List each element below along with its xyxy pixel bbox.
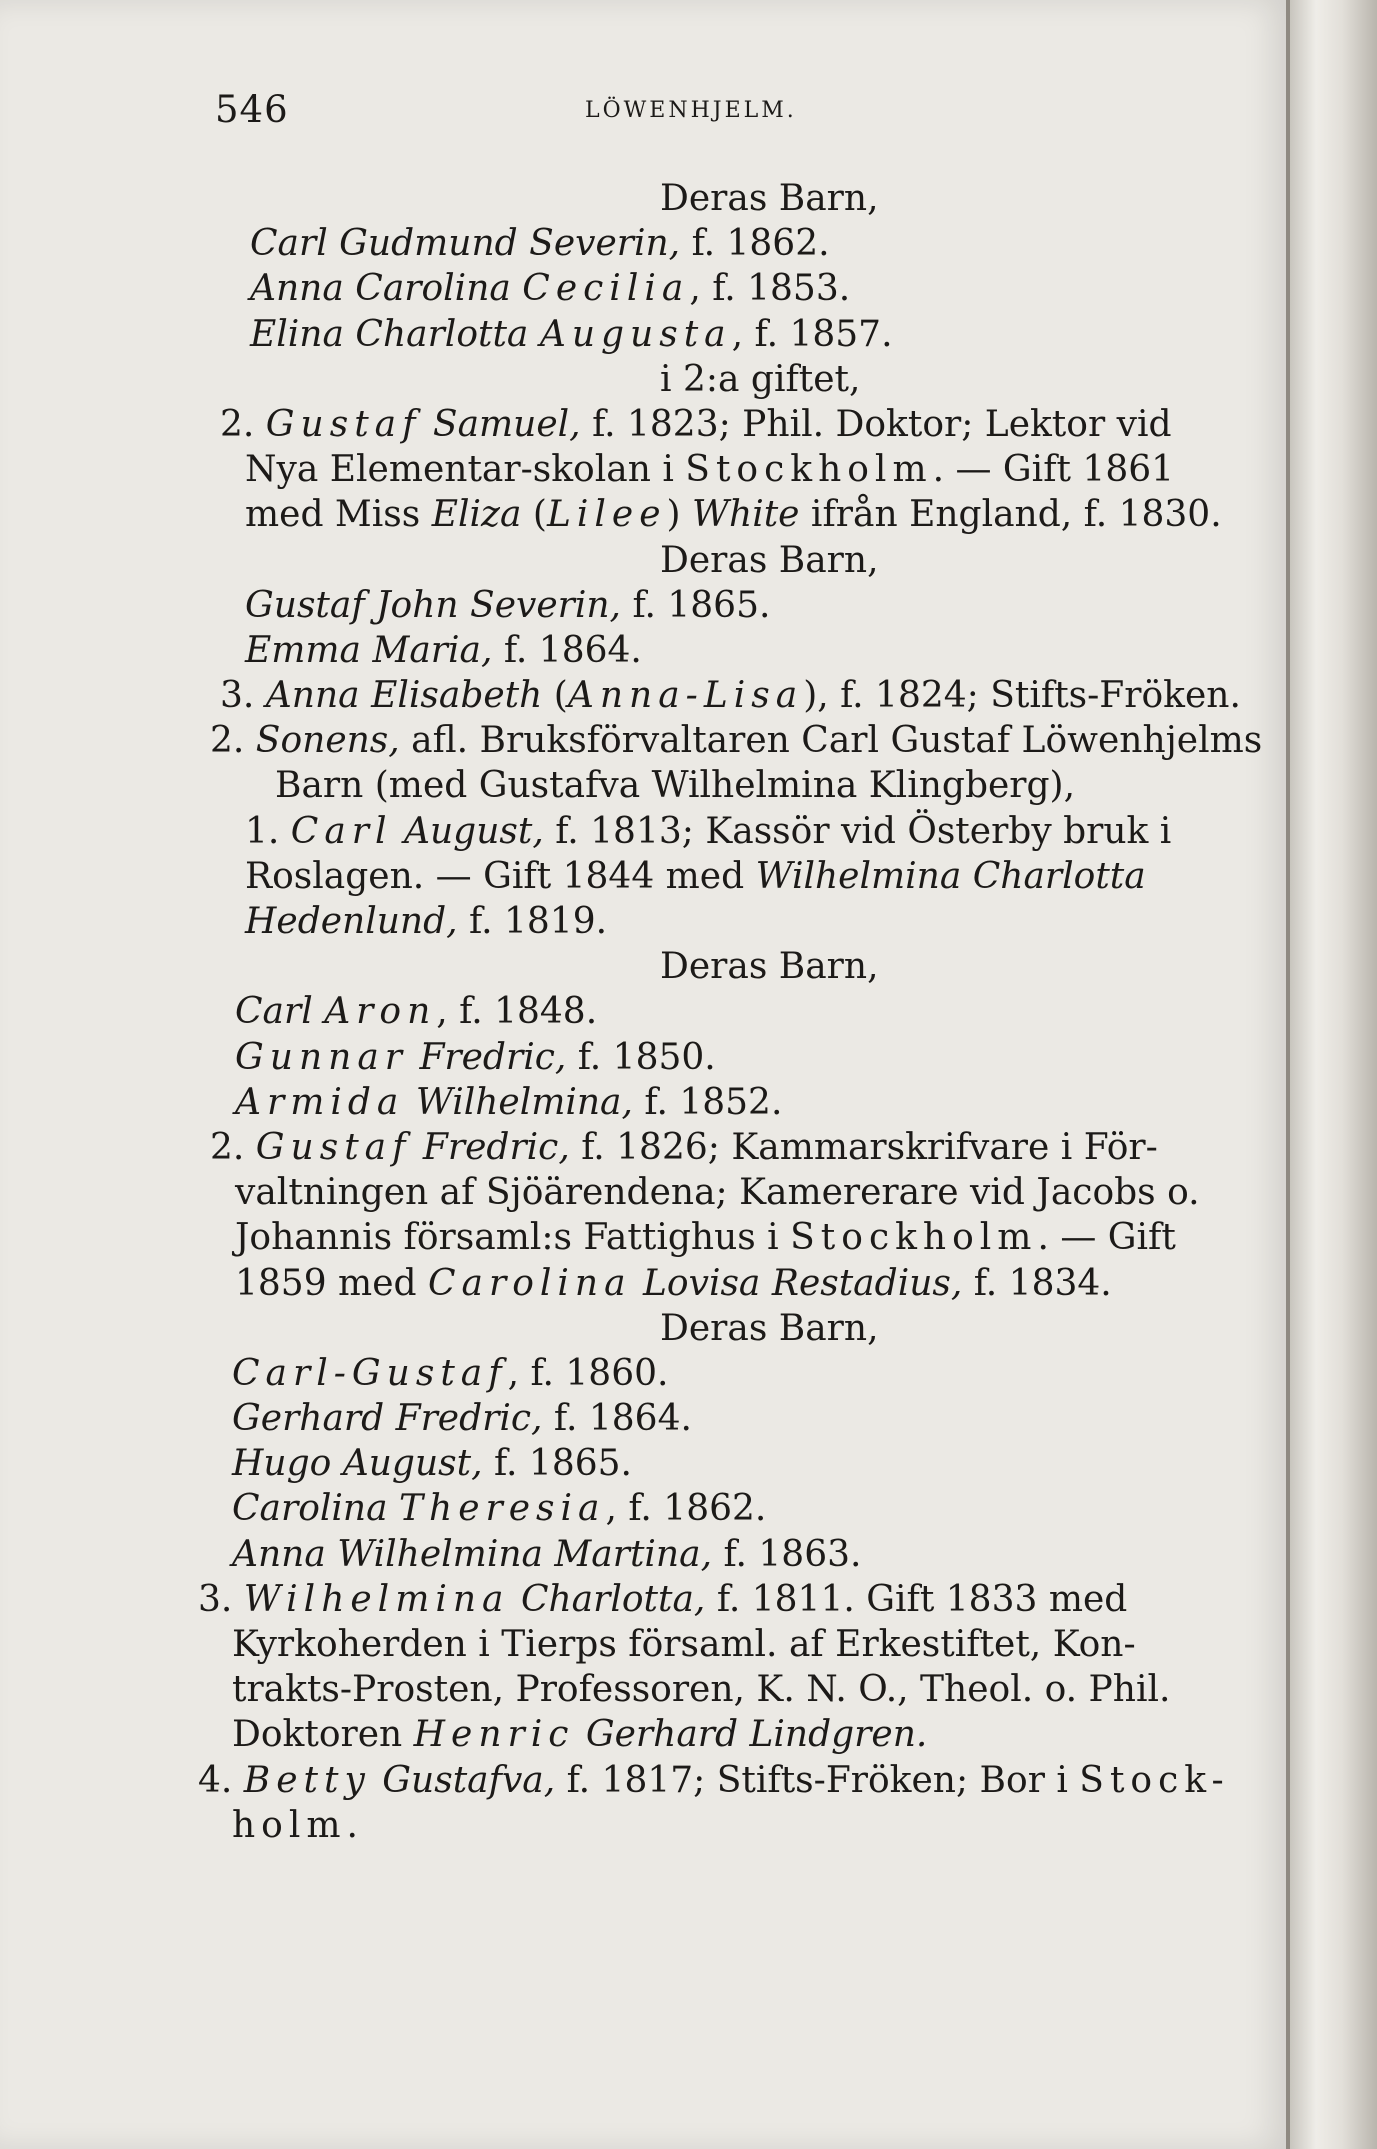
- italic-name: Wilhelmina,: [404, 1081, 633, 1123]
- italic-name: Wilhelmina: [243, 1578, 510, 1620]
- text-line: [190, 1170, 1220, 1215]
- subheading-line: [190, 538, 1220, 583]
- italic-name: Cecilia: [522, 268, 690, 310]
- page-header: [215, 88, 1215, 138]
- text-run: ): [666, 494, 692, 536]
- text-line: [190, 1667, 1220, 1712]
- text-run: i 2:a giftet,: [660, 358, 861, 400]
- text-run: afl. Bruksförvaltaren Carl Gustaf Löwenhjelms: [399, 720, 1263, 762]
- text-run: f. 1864.: [492, 629, 642, 671]
- italic-name: Henric: [413, 1714, 575, 1756]
- italic-name: Wilhelmina Charlotta: [755, 855, 1146, 897]
- text-line: [190, 1532, 1220, 1577]
- text-line: [190, 1758, 1230, 1803]
- text-run: . — Gift 1861: [932, 449, 1175, 491]
- text-run: 1.: [245, 810, 291, 852]
- italic-name: Theresia: [399, 1488, 606, 1530]
- italic-name: Fredric,: [408, 1036, 567, 1078]
- text-line: [190, 809, 1220, 854]
- italic-name: Sonens,: [255, 720, 400, 762]
- italic-name: Carolina: [232, 1488, 400, 1530]
- text-run: med Miss: [245, 494, 432, 536]
- text-line: [190, 673, 1241, 718]
- text-run: Stockholm: [790, 1217, 1038, 1259]
- italic-name: Lilee: [546, 494, 667, 536]
- book-gutter: [1290, 0, 1377, 2149]
- italic-name: Betty: [243, 1759, 371, 1801]
- running-title: LÖWENHJELM.: [585, 98, 797, 123]
- text-run: . — Gift: [1037, 1217, 1176, 1259]
- subheading-line: [190, 176, 1220, 221]
- text-run: 2.: [210, 720, 256, 762]
- text-run: .: [346, 1804, 358, 1846]
- text-run: Deras Barn,: [660, 539, 879, 581]
- text-line: [190, 447, 1220, 492]
- italic-name: Carl: [290, 810, 393, 852]
- text-line: [190, 628, 1220, 673]
- italic-name: Anna-Lisa: [567, 675, 804, 717]
- italic-name: Augusta: [539, 313, 732, 355]
- italic-name: Samuel,: [421, 403, 581, 445]
- italic-name: Eliza: [431, 494, 522, 536]
- text-run: (: [521, 494, 547, 536]
- italic-name: Gustaf: [255, 1126, 412, 1168]
- text-run: , f. 1857.: [731, 313, 893, 355]
- text-line: [190, 1035, 1220, 1080]
- text-run: 3.: [220, 675, 266, 717]
- italic-name: Hedenlund,: [245, 901, 458, 942]
- text-line: [190, 1261, 1220, 1306]
- page-body: [190, 176, 1263, 1848]
- italic-name: Anna Wilhelmina Martina,: [232, 1533, 713, 1575]
- subheading-line: [190, 944, 1220, 989]
- text-run: f. 1850.: [566, 1036, 716, 1078]
- text-run: f. 1863.: [712, 1533, 862, 1575]
- text-line: [190, 402, 1220, 447]
- text-line: [190, 1396, 1220, 1441]
- text-line: [190, 266, 1220, 311]
- text-run: (: [542, 675, 568, 717]
- text-run: Stock-: [1079, 1759, 1230, 1801]
- italic-name: Charlotta,: [509, 1578, 706, 1620]
- text-run: f. 1865.: [621, 584, 771, 626]
- text-line: [190, 312, 1220, 357]
- text-line: [190, 1441, 1220, 1486]
- text-run: Kyrkoherden i Tierps församl. af Erkestiftet, Kon-: [232, 1624, 1136, 1665]
- text-run: f. 1862.: [680, 223, 830, 265]
- italic-name: Carolina: [428, 1262, 632, 1304]
- italic-name: Gunnar: [235, 1036, 408, 1078]
- text-line: [190, 1577, 1220, 1622]
- text-run: 2.: [220, 403, 266, 445]
- text-run: Stockholm: [685, 449, 933, 491]
- text-run: 3.: [198, 1578, 244, 1620]
- text-line: [190, 1125, 1220, 1170]
- italic-name: Emma Maria,: [245, 629, 493, 671]
- text-run: f. 1865.: [482, 1443, 632, 1485]
- text-line: [190, 492, 1220, 537]
- text-run: , f. 1862.: [605, 1488, 767, 1530]
- italic-name: Anna Carolina: [250, 268, 523, 310]
- text-run: Barn (med Gustafva Wilhelmina Klingberg),: [275, 765, 1076, 807]
- text-run: ), f. 1824; Stifts-Fröken.: [803, 675, 1241, 717]
- italic-name: Hugo August,: [232, 1443, 483, 1485]
- text-run: f. 1817; Stifts-Fröken; Bor i: [555, 1759, 1080, 1801]
- text-line: [190, 718, 1263, 763]
- text-run: ifrån England, f. 1830.: [799, 494, 1222, 536]
- italic-name: Gustaf John Severin,: [245, 584, 621, 626]
- text-line: [190, 763, 1220, 808]
- text-run: Deras Barn,: [660, 946, 879, 988]
- text-run: Deras Barn,: [660, 178, 879, 219]
- text-run: Roslagen. — Gift 1844 med: [245, 855, 756, 897]
- text-run: holm: [232, 1804, 347, 1846]
- text-run: Deras Barn,: [660, 1307, 879, 1349]
- italic-name: Anna Elisabeth: [265, 675, 543, 717]
- italic-name: Carl: [235, 991, 325, 1033]
- text-run: , f. 1860.: [507, 1352, 669, 1394]
- text-run: trakts-Prosten, Professoren, K. N. O., Theol. o. Phil.: [232, 1669, 1171, 1711]
- subheading-line: [190, 1306, 1220, 1351]
- italic-name: Carl Gudmund Severin,: [250, 223, 681, 265]
- text-line: [190, 1486, 1220, 1531]
- text-run: f. 1826; Kammarskrifvare i För-: [569, 1126, 1158, 1168]
- text-run: 1859 med: [235, 1262, 428, 1304]
- italic-name: Armida: [235, 1081, 405, 1123]
- text-run: Doktoren: [232, 1714, 414, 1756]
- text-line: [190, 899, 1220, 944]
- italic-name: Carl-Gustaf: [232, 1352, 508, 1394]
- text-run: 4.: [198, 1759, 244, 1801]
- italic-name: Gustafva,: [370, 1759, 556, 1801]
- italic-name: Aron: [324, 991, 437, 1033]
- text-run: f. 1823; Phil. Doktor; Lektor vid: [580, 403, 1172, 445]
- italic-name: Lovisa Restadius,: [631, 1262, 963, 1304]
- text-run: f. 1819.: [457, 901, 608, 942]
- italic-name: Gerhard Fredric,: [232, 1398, 543, 1440]
- italic-name: Elina Charlotta: [250, 313, 540, 355]
- text-run: 2.: [210, 1126, 256, 1168]
- italic-name: Gerhard Lindgren.: [574, 1714, 928, 1756]
- text-line: [190, 1622, 1220, 1667]
- text-line: [190, 1712, 1220, 1757]
- text-run: f. 1813; Kassör vid Österby bruk i: [543, 810, 1172, 852]
- text-run: valtningen af Sjöärendena; Kamererare vid Jacobs o.: [235, 1172, 1200, 1214]
- text-line: [190, 583, 1220, 628]
- italic-name: White: [692, 494, 800, 536]
- text-line: [190, 854, 1220, 899]
- text-run: f. 1811. Gift 1833 med: [705, 1578, 1128, 1620]
- text-line: [190, 1351, 1220, 1396]
- text-run: , f. 1848.: [436, 991, 598, 1033]
- text-line: [190, 1215, 1220, 1260]
- italic-name: Gustaf: [265, 403, 422, 445]
- text-line: [190, 1080, 1220, 1125]
- text-run: f. 1852.: [632, 1081, 783, 1123]
- subheading-line: [190, 357, 1220, 402]
- italic-name: Fredric,: [411, 1126, 570, 1168]
- text-run: f. 1864.: [542, 1398, 692, 1440]
- text-run: Johannis församl:s Fattighus i: [235, 1217, 791, 1259]
- italic-name: August,: [392, 810, 544, 852]
- text-line: [190, 1803, 1220, 1848]
- text-line: [190, 989, 1220, 1034]
- page-number: 546: [215, 88, 289, 131]
- text-line: [190, 221, 1220, 266]
- text-run: Nya Elementar-skolan i: [245, 449, 686, 491]
- text-run: , f. 1853.: [689, 268, 851, 310]
- text-run: f. 1834.: [962, 1262, 1112, 1304]
